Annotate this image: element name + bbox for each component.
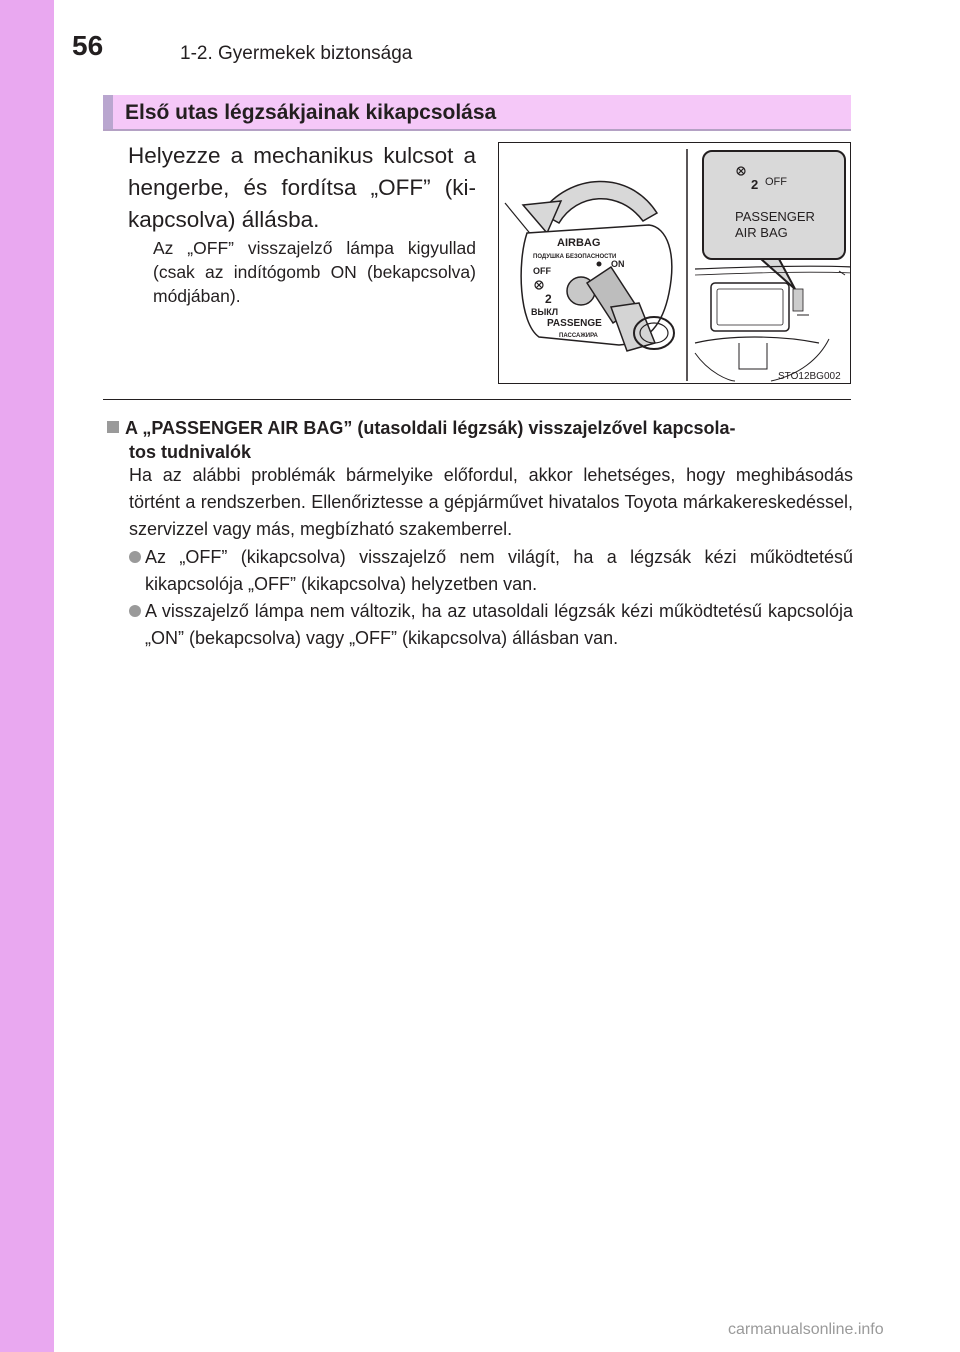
section-header-accent	[103, 95, 113, 129]
switch-label-airbag: AIRBAG	[557, 237, 601, 249]
bullet-dot-icon	[129, 605, 141, 617]
list-item-text: A visszajelző lámpa nem változik, ha az utasoldali légzsák kézi működtetésű kapcsolója „ON” (bekapcsolva) vagy „OFF” (kikapcsolva) állásban van.	[145, 601, 853, 648]
switch-label-passenger: PASSENGE	[547, 318, 602, 329]
dashboard-sketch	[695, 266, 851, 381]
list-item-text: Az „OFF” (kikapcsolva) visszajelző nem világít, ha a légzsák kézi működtetésű kikapcsolója „OFF” (kikapcsolva) helyzetben van.	[145, 547, 853, 594]
switch-label-ru-cushion: ПОДУШКА БЕЗОПАСНОСТИ	[533, 254, 617, 260]
chapter-title: 1-2. Gyermekek biztonsága	[180, 43, 413, 64]
indicator-line2: AIR BAG	[735, 225, 788, 240]
svg-text:2: 2	[545, 292, 552, 306]
info-heading	[107, 416, 853, 464]
heading-square-icon	[107, 421, 119, 433]
switch-label-on: ON	[611, 259, 625, 269]
figure-code: STO12BG002	[778, 371, 841, 382]
section-title: Első utas légzsákjainak kikapcsolása	[125, 101, 497, 124]
info-heading-line2: tos tudnivalók	[129, 442, 252, 462]
indicator-off-label: OFF	[765, 176, 787, 188]
watermark: carmanualsonline.info	[728, 1321, 884, 1338]
svg-text:2: 2	[751, 177, 759, 192]
section-divider	[103, 399, 851, 400]
switch-label-ru-passenger: ПАССАЖИРА	[559, 333, 598, 339]
instruction-text: Helyezze a mechanikus kulcsot a hengerbe, és fordítsa „OFF” (kikapcsolva) állásba.	[128, 143, 476, 232]
side-color-band	[0, 0, 54, 1352]
switch-label-off: OFF	[533, 266, 551, 276]
info-paragraph: Ha az alábbi problémák bármelyike előfordul, akkor lehetséges, hogy meghibásodás történt a rendszerben. Ellenőriztesse a gépjárművet hivatalos Toyota márkakereskedéssel, szervizzel vagy más, megbízható szakemberrel.	[129, 465, 853, 539]
list-item	[129, 544, 853, 598]
airbag-switch-figure	[498, 142, 851, 384]
list-item	[129, 598, 853, 652]
bullet-dot-icon	[129, 551, 141, 563]
page-number: 56	[72, 30, 104, 61]
instruction-note: Az „OFF” visszajelző lámpa kigyullad (csak az indítógomb ON (bekapcsolva) módjában).	[153, 238, 476, 306]
info-heading-line1: A „PASSENGER AIR BAG” (utasoldali légzsák) visszajelzővel kapcsola-	[125, 418, 736, 438]
indicator-line1: PASSENGER	[735, 209, 815, 224]
switch-label-vykl: ВЫКЛ	[531, 307, 559, 317]
section-header	[103, 95, 851, 131]
figure-illustration	[499, 143, 851, 384]
